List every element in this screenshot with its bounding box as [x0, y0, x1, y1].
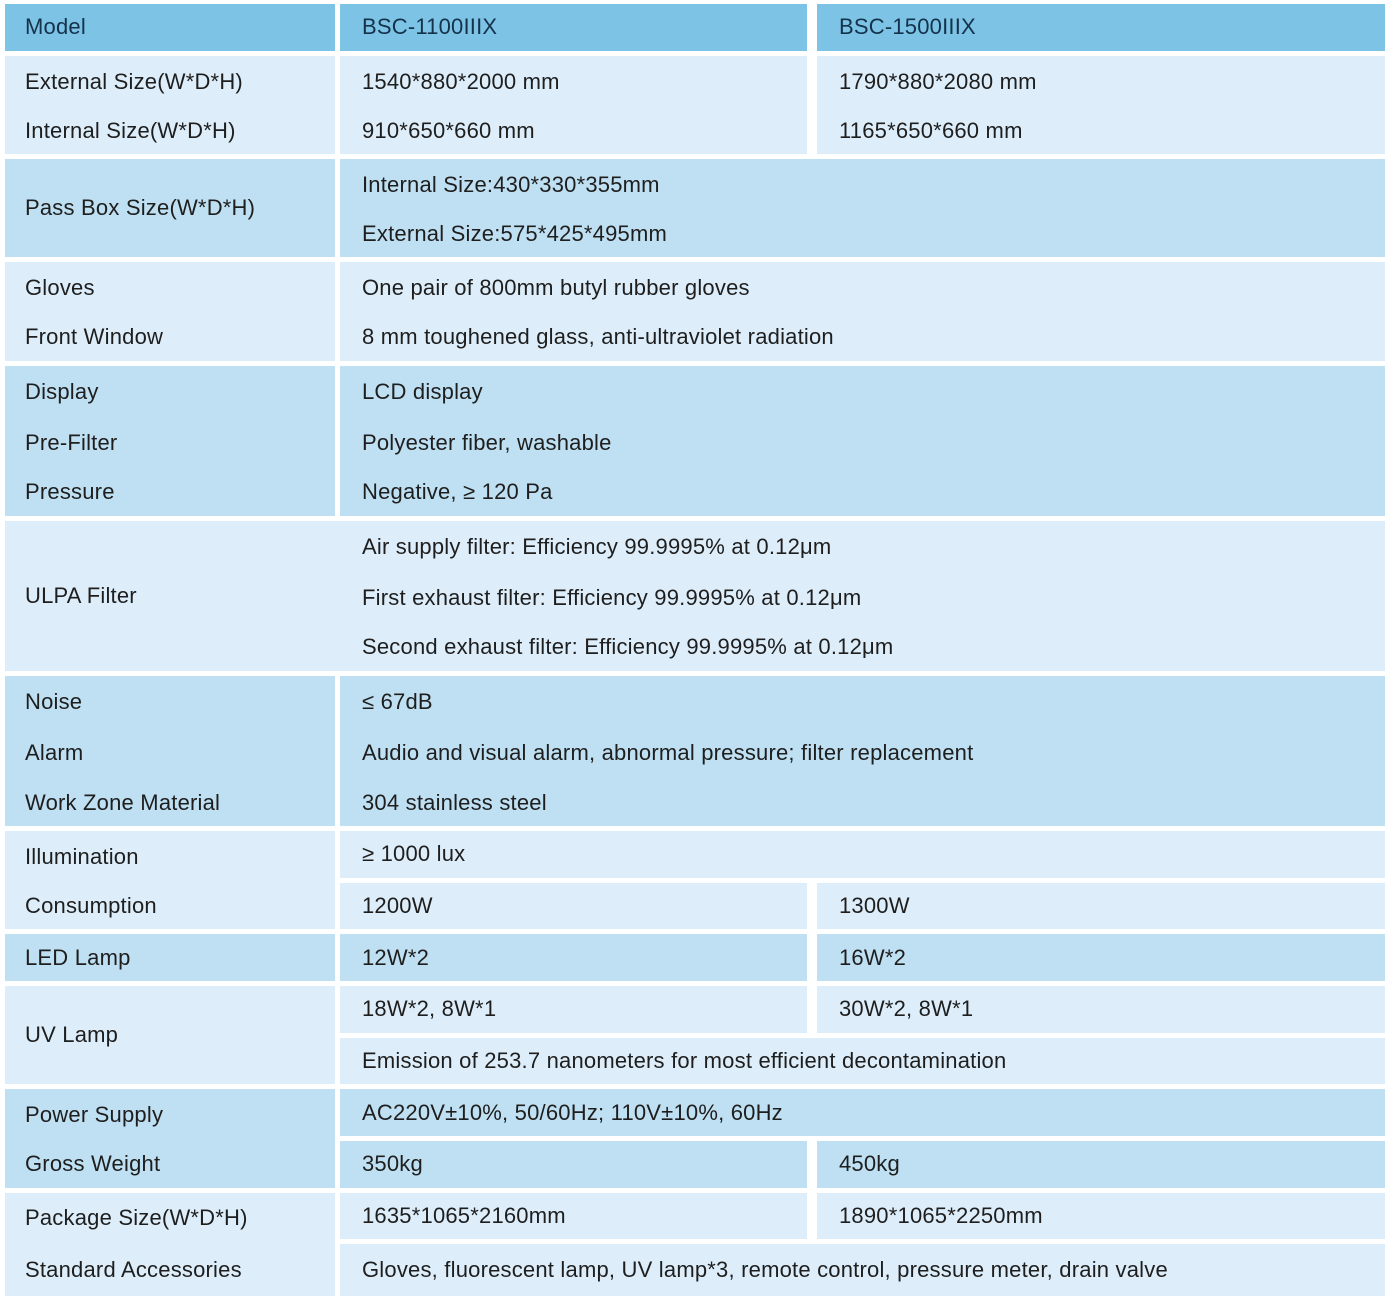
work-zone-label: Work Zone Material — [5, 779, 340, 831]
consumption-b: 1300W — [817, 883, 1385, 935]
internal-size-b: 1165*650*660 mm — [817, 107, 1385, 159]
led-lamp-a: 12W*2 — [340, 934, 812, 986]
header-model-a: BSC-1100IIIX — [340, 4, 812, 56]
ulpa-second-exhaust: Second exhaust filter: Efficiency 99.9995% at 0.12μm — [340, 624, 1385, 676]
internal-size-label: Internal Size(W*D*H) — [5, 107, 340, 159]
power-supply-label: Power Supply — [5, 1089, 340, 1141]
pre-filter-value: Polyester fiber, washable — [340, 417, 1385, 469]
package-size-label: Package Size(W*D*H) — [5, 1193, 340, 1245]
header-model-label: Model — [5, 4, 340, 56]
gloves-label: Gloves — [5, 262, 340, 314]
spec-table — [5, 4, 1385, 1296]
ulpa-first-exhaust: First exhaust filter: Efficiency 99.9995% at 0.12μm — [340, 572, 1385, 624]
uv-lamp-label: UV Lamp — [5, 986, 340, 1089]
illumination-value: ≥ 1000 lux — [340, 831, 1385, 883]
external-size-label: External Size(W*D*H) — [5, 56, 340, 108]
illumination-label: Illumination — [5, 831, 340, 883]
consumption-a: 1200W — [340, 883, 812, 935]
uv-lamp-a: 18W*2, 8W*1 — [340, 986, 812, 1038]
alarm-label: Alarm — [5, 728, 340, 780]
ulpa-filter-label: ULPA Filter — [5, 521, 340, 676]
led-lamp-b: 16W*2 — [817, 934, 1385, 986]
accessories-label: Standard Accessories — [5, 1244, 340, 1296]
front-window-label: Front Window — [5, 314, 340, 366]
front-window-value: 8 mm toughened glass, anti-ultraviolet radiation — [340, 314, 1385, 366]
pressure-value: Negative, ≥ 120 Pa — [340, 469, 1385, 521]
accessories-value: Gloves, fluorescent lamp, UV lamp*3, remote control, pressure meter, drain valve — [340, 1244, 1385, 1296]
led-lamp-label: LED Lamp — [5, 934, 340, 986]
consumption-label: Consumption — [5, 883, 340, 935]
internal-size-a: 910*650*660 mm — [340, 107, 812, 159]
pass-box-external: External Size:575*425*495mm — [340, 211, 1385, 263]
noise-label: Noise — [5, 676, 340, 728]
noise-value: ≤ 67dB — [340, 676, 1385, 728]
gross-weight-b: 450kg — [817, 1141, 1385, 1193]
display-label: Display — [5, 366, 340, 418]
external-size-b: 1790*880*2080 mm — [817, 56, 1385, 108]
display-value: LCD display — [340, 366, 1385, 418]
alarm-value: Audio and visual alarm, abnormal pressure; filter replacement — [340, 728, 1385, 780]
pass-box-internal: Internal Size:430*330*355mm — [340, 159, 1385, 211]
ulpa-air-supply: Air supply filter: Efficiency 99.9995% at 0.12μm — [340, 521, 1385, 573]
package-size-b: 1890*1065*2250mm — [817, 1193, 1385, 1245]
gross-weight-label: Gross Weight — [5, 1141, 340, 1193]
power-supply-value: AC220V±10%, 50/60Hz; 110V±10%, 60Hz — [340, 1089, 1385, 1141]
uv-lamp-b: 30W*2, 8W*1 — [817, 986, 1385, 1038]
external-size-a: 1540*880*2000 mm — [340, 56, 812, 108]
work-zone-value: 304 stainless steel — [340, 779, 1385, 831]
gross-weight-a: 350kg — [340, 1141, 812, 1193]
pre-filter-label: Pre-Filter — [5, 417, 340, 469]
package-size-a: 1635*1065*2160mm — [340, 1193, 812, 1245]
uv-lamp-note: Emission of 253.7 nanometers for most efficient decontamination — [340, 1038, 1385, 1090]
header-model-b: BSC-1500IIIX — [817, 4, 1385, 56]
gloves-value: One pair of 800mm butyl rubber gloves — [340, 262, 1385, 314]
pass-box-label: Pass Box Size(W*D*H) — [5, 159, 340, 262]
pressure-label: Pressure — [5, 469, 340, 521]
